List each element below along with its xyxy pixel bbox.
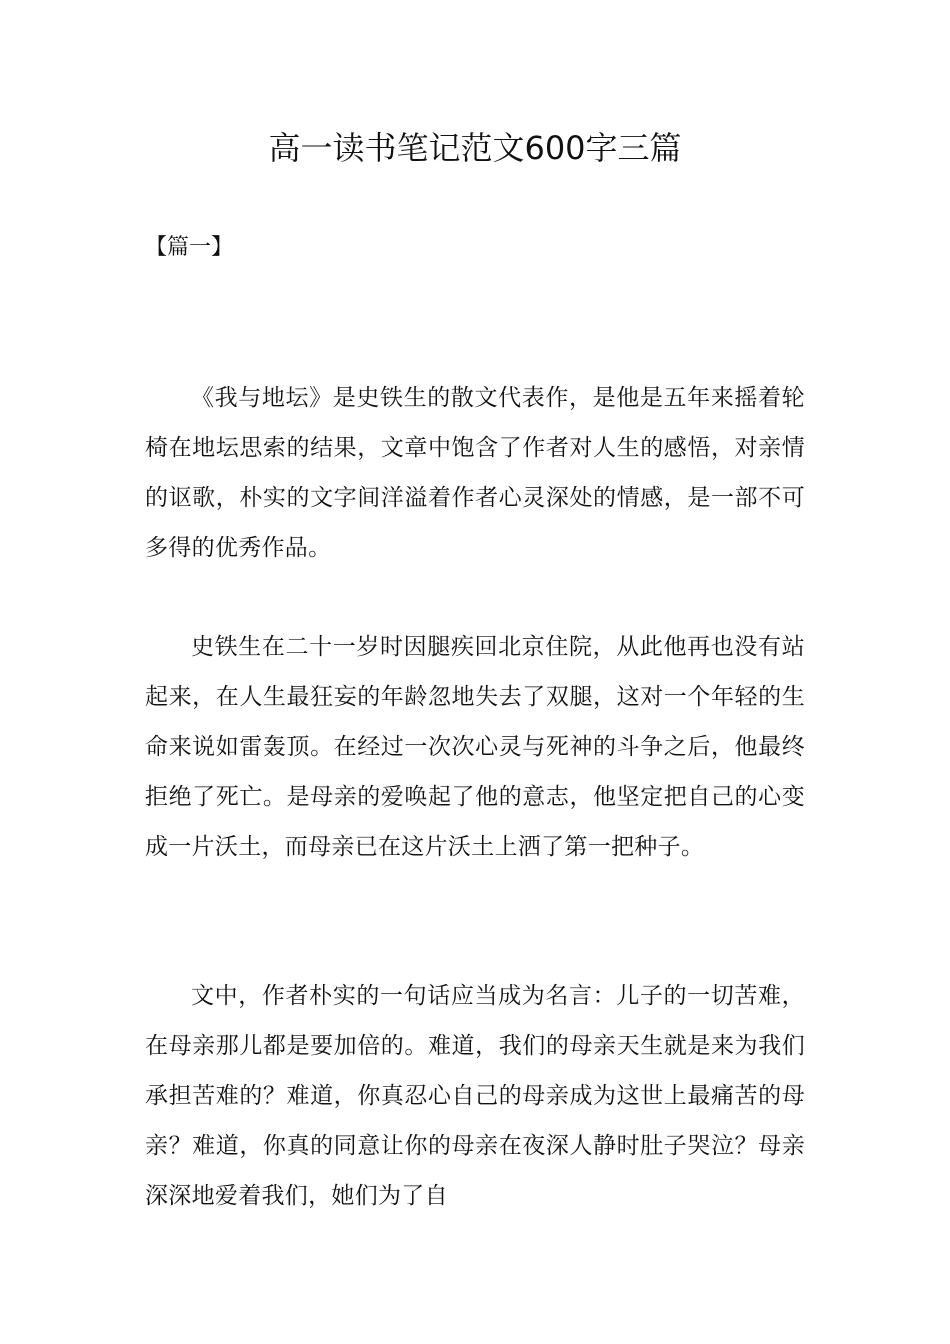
paragraph-1: 《我与地坛》是史铁生的散文代表作，是他是五年来摇着轮椅在地坛思索的结果，文章中饱含了作者对人生的感悟，对亲情的讴歌，朴实的文字间洋溢着作者心灵深处的情感，是一部不可多得的优秀作品。 (145, 385, 805, 561)
document-title: 高一读书笔记范文600字三篇 (268, 129, 682, 167)
paragraph-2: 史铁生在二十一岁时因腿疾回北京住院，从此他再也没有站起来，在人生最狂妄的年龄忽地失去了双腿，这对一个年轻的生命来说如雷轰顶。在经过一次次心灵与死神的斗争之后，他最终拒绝了死亡。是母亲的爱唤起了他的意志，他坚定把自己的心变成一片沃土，而母亲已在这片沃土上洒了第一把种子。 (145, 634, 805, 860)
section-label: 【篇一】 (145, 235, 234, 260)
paragraph-3: 文中，作者朴实的一句话应当成为名言：儿子的一切苦难，在母亲那儿都是要加倍的。难道，我们的母亲天生就是来为我们承担苦难的？难道，你真忍心自己的母亲成为这世上最痛苦的母亲？难道，你真的同意让你的母亲在夜深人静时肚子哭泣？母亲深深地爱着我们，她们为了自 (145, 983, 805, 1209)
